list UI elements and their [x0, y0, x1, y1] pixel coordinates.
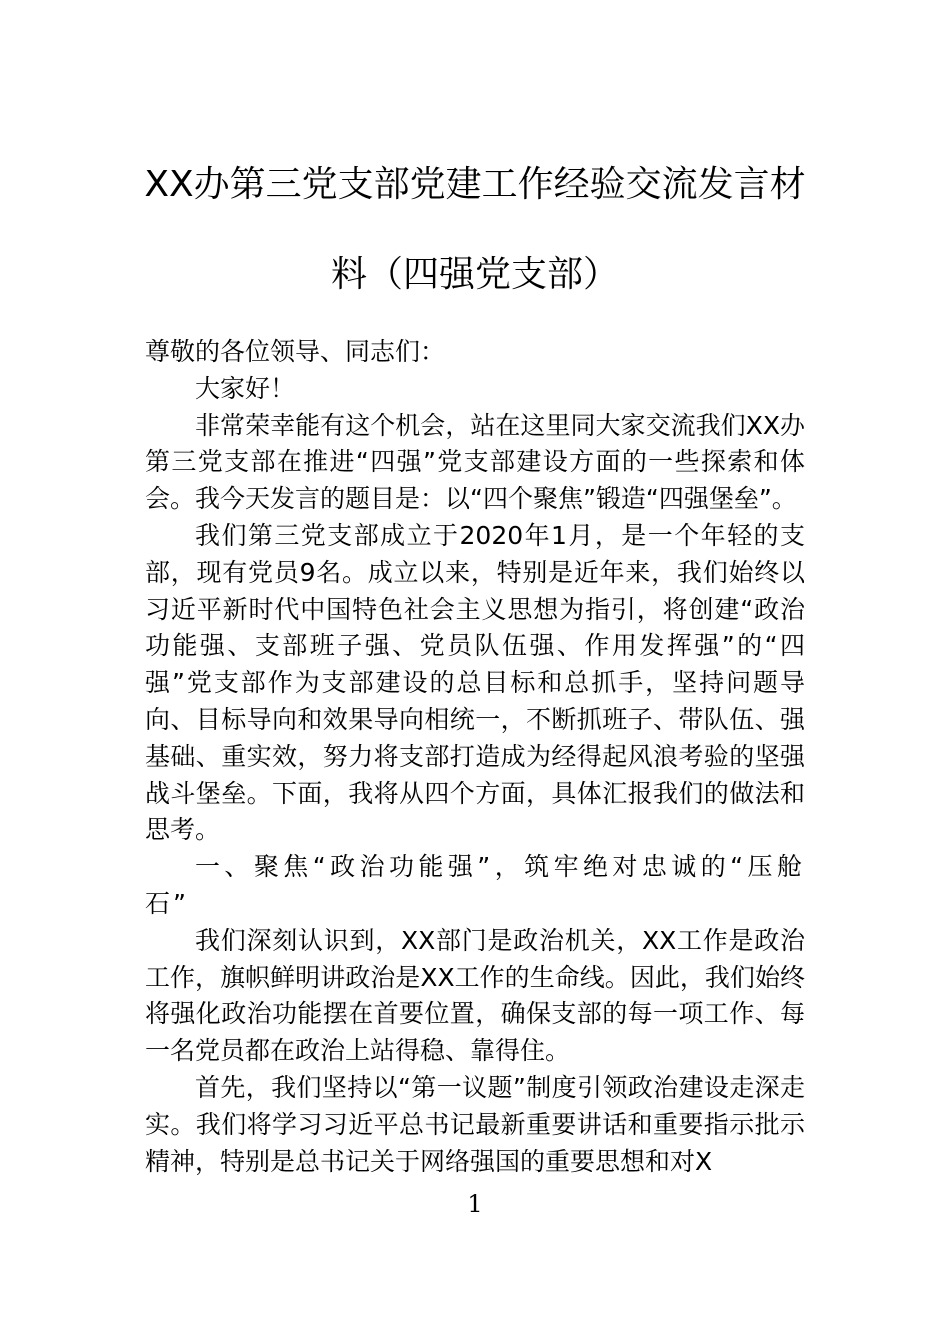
salutation: 尊敬的各位领导、同志们： — [145, 337, 446, 366]
document-body — [145, 334, 805, 1180]
page-number: 1 — [467, 1190, 483, 1218]
document-title: XX办第三党支部党建工作经验交流发言材料（四强党支部） — [144, 164, 806, 295]
section-heading-1: 一、聚焦“政治功能强”，筑牢绝对忠诚的“压舱石” — [145, 852, 805, 918]
paragraph-section1-first: 首先，我们坚持以“第一议题”制度引领政治建设走深走实。我们将学习习近平总书记最新重要讲话和重要指示批示精神，特别是总书记关于网络强国的重要思想和对X — [145, 1072, 805, 1176]
paragraph-section1-intro: 我们深刻认识到，XX部门是政治机关，XX工作是政治工作，旗帜鲜明讲政治是XX工作的生命线。因此，我们始终将强化政治功能摆在首要位置，确保支部的每一项工作、每一名党员都在政治上站得稳、靠得住。 — [145, 925, 805, 1066]
paragraph-greeting: 大家好！ — [195, 373, 296, 403]
paragraph-intro: 非常荣幸能有这个机会，站在这里同大家交流我们XX办第三党支部在推进“四强”党支部建设方面的一些探索和体会。我今天发言的题目是：以“四个聚焦”锻造“四强堡垒”。 — [145, 410, 805, 514]
paragraph-background: 我们第三党支部成立于2020年1月，是一个年轻的支部，现有党员9名。成立以来，特别是近年来，我们始终以习近平新时代中国特色社会主义思想为指引，将创建“政治功能强、支部班子强、党员队伍强、作用发挥强”的“四强”党支部作为支部建设的总目标和总抓手，坚持问题导向、目标导向和效果导向相统一，不断抓班子、带队伍、强基础、重实效，努力将支部打造成为经得起风浪考验的坚强战斗堡垒。下面，我将从四个方面，具体汇报我们的做法和思考。 — [145, 520, 805, 845]
